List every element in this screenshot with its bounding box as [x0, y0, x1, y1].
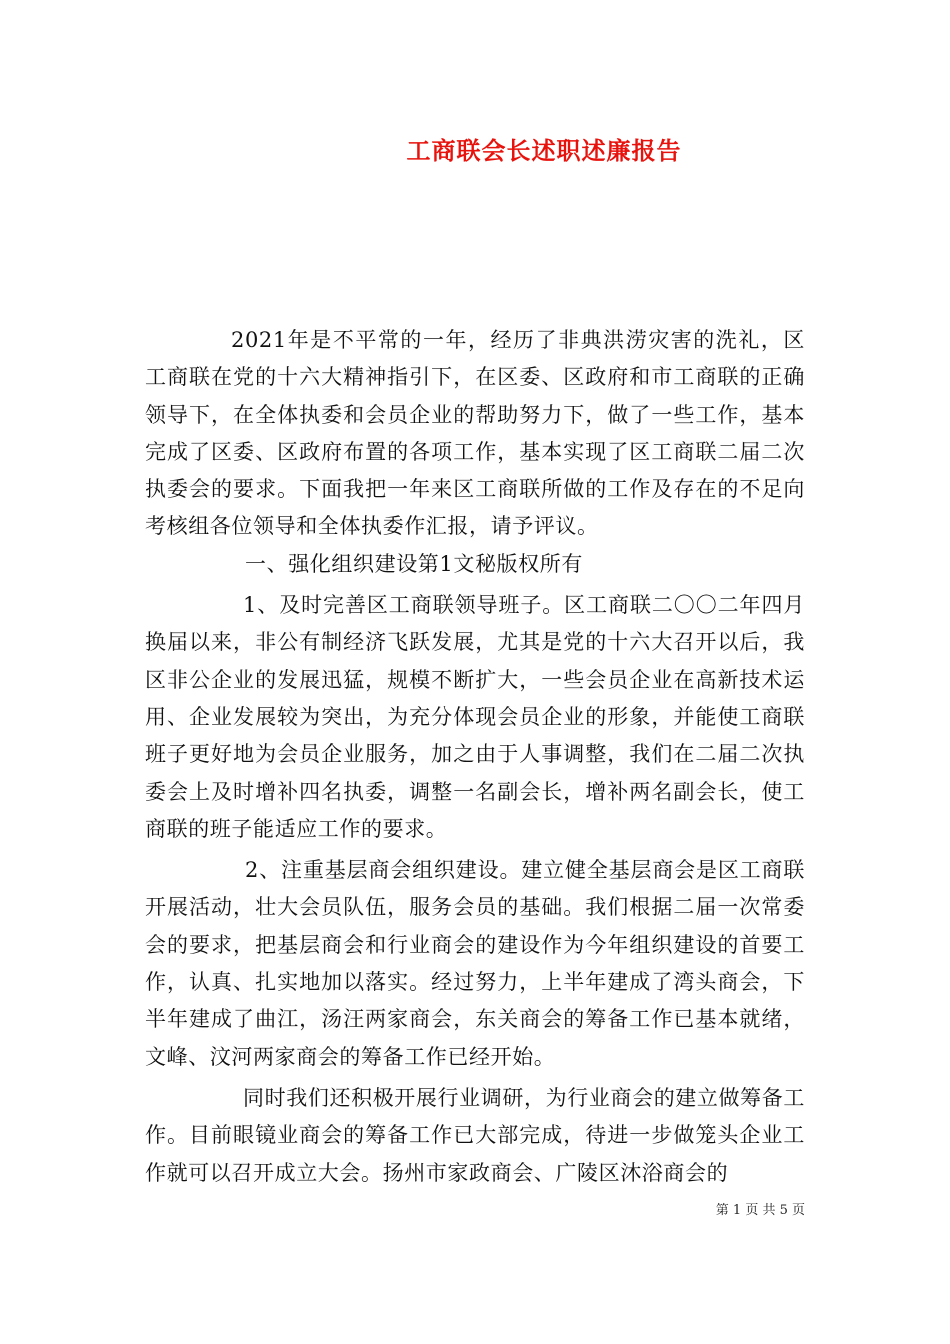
document-body	[145, 322, 805, 1192]
page-number-footer: 第 1 页 共 5 页	[715, 1203, 805, 1218]
paragraph-industry-research: 同时我们还积极开展行业调研，为行业商会的建立做筹备工作。目前眼镜业商会的筹备工作已大部完成，待进一步做笼头企业工作就可以召开成立大会。扬州市家政商会、广陵区沐浴商会的	[145, 1085, 805, 1185]
paragraph-intro: 2021年是不平常的一年，经历了非典洪涝灾害的洗礼，区工商联在党的十六大精神指引下，在区委、区政府和市工商联的正确领导下，在全体执委和会员企业的帮助努力下，做了一些工作，基本完成了区委、区政府布置的各项工作，基本实现了区工商联二届二次执委会的要求。下面我把一年来区工商联所做的工作及存在的不足向考核组各位领导和全体执委作汇报，请予评议。	[145, 328, 805, 539]
document-title: 工商联会长述职述廉报告	[406, 136, 682, 165]
section-heading-organization: 一、强化组织建设第1文秘版权所有	[245, 551, 583, 576]
paragraph-chamber-building: 2、注重基层商会组织建设。建立健全基层商会是区工商联开展活动，壮大会员队伍，服务会员的基础。我们根据二届一次常委会的要求，把基层商会和行业商会的建设作为今年组织建设的首要工作，认真、扎实地加以落实。经过努力，上半年建成了湾头商会，下半年建成了曲江，汤汪两家商会，东关商会的筹备工作已基本就绪，文峰、汶河两家商会的筹备工作已经开始。	[145, 858, 805, 1069]
paragraph-leadership: 1、及时完善区工商联领导班子。区工商联二〇〇二年四月换届以来，非公有制经济飞跃发展，尤其是党的十六大召开以后，我区非公企业的发展迅猛，规模不断扩大，一些会员企业在高新技术运用、企业发展较为突出，为充分体现会员企业的形象，并能使工商联班子更好地为会员企业服务，加之由于人事调整，我们在二届二次执委会上及时增补四名执委，调整一名副会长，增补两名副会长，使工商联的班子能适应工作的要求。	[145, 593, 805, 841]
